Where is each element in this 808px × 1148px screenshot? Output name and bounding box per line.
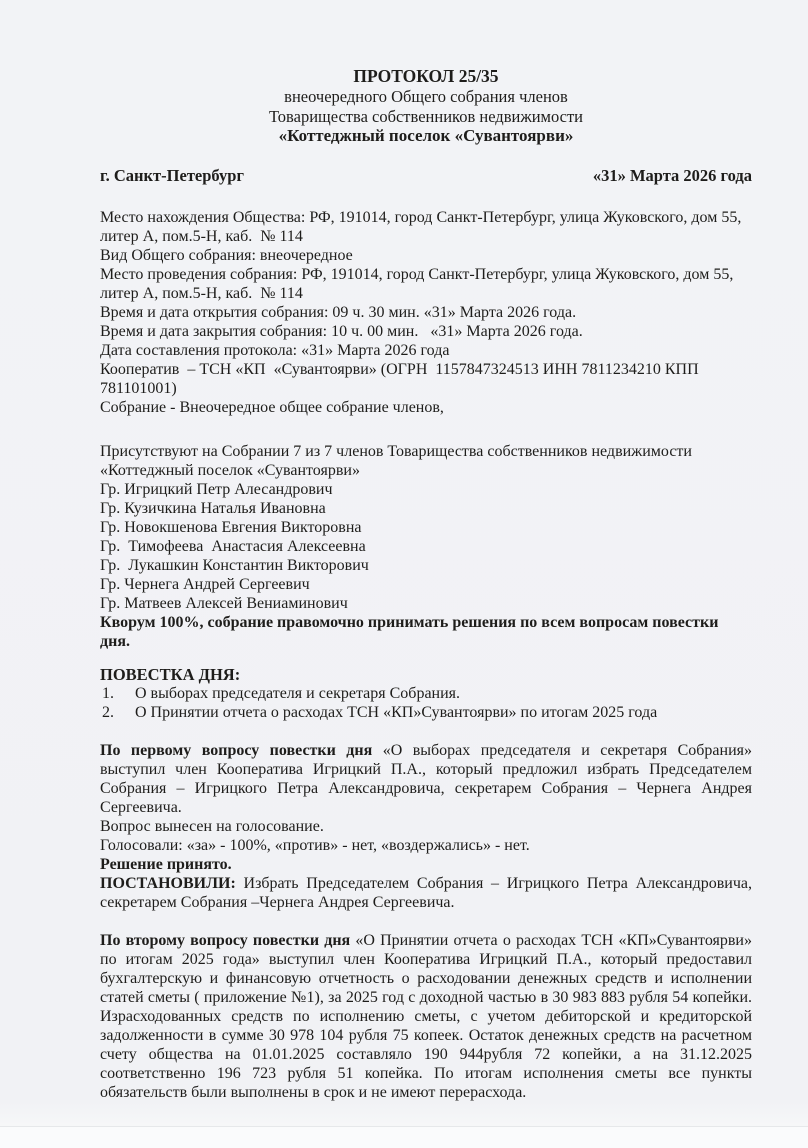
attendees-intro: Присутствуют на Собрании 7 из 7 членов Товарищества собственников недвижимости «Коттеджный поселок «Сувантоярви» bbox=[100, 443, 696, 479]
member-row: Гр. Тимофеева Анастасия Алексеевна bbox=[100, 538, 366, 555]
question1-lead-bold: По первому вопросу повестки дня bbox=[100, 742, 373, 759]
protocol-org-name: «Коттеджный поселок «Сувантоярви» bbox=[278, 126, 574, 145]
detail-line-venue: Место проведения собрания: РФ, 191014, город Санкт-Петербург, улица Жуковского, дом 55, литер А, пом.5-Н, каб. № 114 bbox=[100, 266, 738, 302]
protocol-subtitle-org-type: Товарищества собственников недвижимости bbox=[268, 106, 584, 126]
meeting-date: «31» Марта 2026 года bbox=[592, 166, 752, 185]
member-row: Гр. Лукашкин Константин Викторович bbox=[100, 557, 369, 574]
document-content bbox=[100, 66, 752, 1102]
member-row: Гр. Матвеев Алексей Вениаминович bbox=[100, 595, 348, 612]
protocol-title: ПРОТОКОЛ 25/35 bbox=[353, 66, 499, 86]
member-row: Гр. Чернега Андрей Сергеевич bbox=[100, 576, 310, 593]
member-row: Гр. Новокшенова Евгения Викторовна bbox=[100, 519, 362, 536]
question1-resolution-paragraph bbox=[100, 874, 752, 912]
detail-line-protocol-date: Дата составления протокола: «31» Марта 2026 года bbox=[100, 342, 450, 359]
question1-section bbox=[100, 741, 752, 912]
question1-lead-rest: «О выборах председателя и секретаря Собрания» выступил член Кооператива Игрицкий П.А., который предложил избрать Председателем Собрания – Игрицкого Петра Александровича, секретарем Собрания – Чернега Андрея Сергеевича. bbox=[100, 742, 753, 816]
agenda-item bbox=[100, 703, 752, 722]
quorum-statement: Кворум 100%, собрание правомочно принимать решения по всем вопросам повестки дня. bbox=[100, 614, 719, 650]
agenda-section bbox=[100, 665, 752, 722]
member-row: Гр. Игрицкий Петр Алесандрович bbox=[100, 481, 333, 498]
member-row: Гр. Кузичкина Наталья Ивановна bbox=[100, 500, 326, 517]
question1-decision: Решение принято. bbox=[100, 856, 232, 873]
detail-line-location: Место нахождения Общества: РФ, 191014, город Санкт-Петербург, улица Жуковского, дом 55, литер А, пом.5-Н, каб. № 114 bbox=[100, 209, 746, 245]
agenda-item-text: О выборах председателя и секретаря Собрания. bbox=[135, 685, 461, 702]
question1-resolved-bold: ПОСТАНОВИЛИ: bbox=[100, 875, 236, 892]
agenda-item-number: 2. bbox=[102, 704, 114, 721]
question1-vote-intro: Вопрос вынесен на голосование. bbox=[100, 818, 324, 835]
question2-lead-rest: «О Принятии отчета о расходах ТСН «КП»Сувантоярви» по итогам 2025 года» выступил член Кооператива Игрицкий П.А., который предоставил бухгалтерскую и финансовую отчетность о расходовании денежных средств и исполнении статей сметы ( приложение №1), за 2025 год с доходной частью в 30 983 883 рубля 54 копейки. Израсходованных средств по исполнению сметы, с учетом дебиторской и кредиторской задолженности в сумме 30 978 104 рубля 75 копеек. Остаток денежных средств на расчетном счету общества на 01.01.2025 составляло 190 944рубля 72 копейки, а на 31.12.2025 соответственно 196 723 рубля 51 копейка. По итогам исполнения сметы все пункты обязательств были выполнены в срок и не имеют перерасхода. bbox=[100, 932, 752, 1101]
question1-lead-paragraph bbox=[100, 741, 752, 817]
agenda-item bbox=[100, 684, 752, 703]
protocol-subtitle-meeting-type: внеочередного Общего собрания членов bbox=[284, 87, 568, 106]
question2-lead-paragraph bbox=[100, 931, 752, 1102]
detail-line-meeting-label: Собрание - Внеочередное общее собрание членов, bbox=[100, 399, 444, 416]
agenda-heading: ПОВЕСТКА ДНЯ: bbox=[100, 665, 241, 684]
meeting-city: г. Санкт-Петербург bbox=[100, 166, 244, 185]
attendees-section bbox=[100, 442, 752, 651]
question2-lead-bold: По второму вопросу повестки дня bbox=[100, 932, 351, 949]
detail-line-cooperative-ids: Кооператив – ТСН «КП «Сувантоярви» (ОГРН 1157847324513 ИНН 7811234210 КПП 781101001) bbox=[100, 361, 703, 397]
document-header bbox=[100, 66, 752, 146]
detail-line-open-time: Время и дата открытия собрания: 09 ч. 30 мин. «31» Марта 2026 года. bbox=[100, 304, 577, 321]
detail-line-close-time: Время и дата закрытия собрания: 10 ч. 00 мин. «31» Марта 2026 года. bbox=[100, 323, 583, 340]
detail-line-meeting-kind: Вид Общего собрания: внеочередное bbox=[100, 247, 353, 264]
meeting-details bbox=[100, 208, 752, 417]
question1-vote-results: Голосовали: «за» - 100%, «против» - нет, «воздержались» - нет. bbox=[100, 837, 530, 854]
city-date-row bbox=[100, 166, 752, 185]
scan-bottom-edge bbox=[0, 1126, 808, 1148]
agenda-item-number: 1. bbox=[102, 685, 114, 702]
agenda-item-text: О Принятии отчета о расходах ТСН «КП»Сувантоярви» по итогам 2025 года bbox=[135, 704, 658, 721]
question1-resolved-rest: Избрать Председателем Собрания – Игрицкого Петра Александровича, секретарем Собрания –Чернега Андрея Сергеевича. bbox=[100, 875, 752, 911]
question2-section bbox=[100, 931, 752, 1102]
